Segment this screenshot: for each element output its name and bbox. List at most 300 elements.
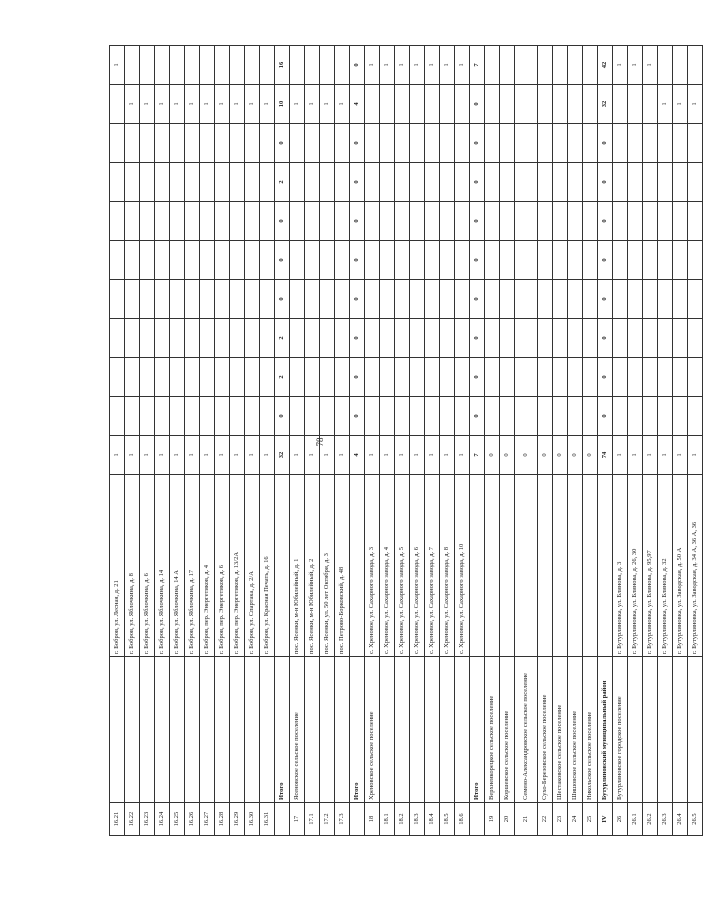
- value-cell: 1: [643, 436, 658, 475]
- value-cell: [440, 319, 455, 358]
- value-cell: [110, 202, 125, 241]
- table-row: [658, 46, 673, 836]
- settlement-name-cell: Бутурлиновское городское поселение: [613, 657, 628, 803]
- value-cell: [305, 241, 320, 280]
- value-cell: 1: [125, 85, 140, 124]
- row-number-cell: 26.4: [673, 803, 688, 836]
- value-cell: [538, 397, 553, 436]
- table-row: [140, 46, 155, 836]
- value-cell: [515, 202, 538, 241]
- value-cell: [538, 358, 553, 397]
- table-row: [410, 46, 425, 836]
- settlement-name-cell: Бутурлиновский муниципальный район: [598, 657, 613, 803]
- table-row: [320, 46, 335, 836]
- settlement-name-cell: [230, 657, 245, 803]
- value-cell: [425, 358, 440, 397]
- value-cell: [125, 124, 140, 163]
- table-row: [515, 46, 538, 836]
- value-cell: [185, 202, 200, 241]
- value-cell: [305, 319, 320, 358]
- value-cell: [425, 241, 440, 280]
- value-cell: [155, 241, 170, 280]
- value-cell: 1: [290, 436, 305, 475]
- value-cell: [305, 358, 320, 397]
- value-cell: 1: [155, 436, 170, 475]
- value-cell: [425, 280, 440, 319]
- value-cell: 1: [365, 436, 380, 475]
- value-cell: [500, 124, 515, 163]
- table-row: [628, 46, 643, 836]
- value-cell: [335, 124, 350, 163]
- value-cell: [245, 46, 260, 85]
- value-cell: [110, 241, 125, 280]
- value-cell: [440, 85, 455, 124]
- value-cell: 0: [598, 358, 613, 397]
- value-cell: [395, 241, 410, 280]
- value-cell: [688, 280, 703, 319]
- value-cell: [395, 163, 410, 202]
- row-number-cell: 16.24: [155, 803, 170, 836]
- value-cell: [613, 124, 628, 163]
- value-cell: [155, 397, 170, 436]
- value-cell: 1: [688, 436, 703, 475]
- address-cell: г. Бобров, ул. Спартака, д. 2/А: [245, 475, 260, 657]
- address-cell: с. Хреновое, ул. Сахарного завода, д. 3: [365, 475, 380, 657]
- value-cell: [568, 202, 583, 241]
- address-cell: г. Бобров, пер. Энергетиков, д. 6: [215, 475, 230, 657]
- value-cell: [628, 124, 643, 163]
- row-number-cell: 22: [538, 803, 553, 836]
- settlement-name-cell: [140, 657, 155, 803]
- value-cell: 1: [305, 85, 320, 124]
- value-cell: [485, 85, 500, 124]
- address-cell: г. Бобров, ул. Красная Печать, д. 16: [260, 475, 275, 657]
- value-cell: [185, 319, 200, 358]
- value-cell: [380, 124, 395, 163]
- value-cell: [260, 124, 275, 163]
- address-cell: пос. Ясенки, м-н Юбилейный, д. 2: [305, 475, 320, 657]
- value-cell: 1: [335, 85, 350, 124]
- address-cell: с. Хреновое, ул. Сахарного завода, д. 5: [395, 475, 410, 657]
- row-number-cell: 16.22: [125, 803, 140, 836]
- value-cell: [553, 85, 568, 124]
- value-cell: [485, 358, 500, 397]
- value-cell: 0: [598, 241, 613, 280]
- value-cell: [125, 280, 140, 319]
- value-cell: 0: [470, 397, 485, 436]
- table-row: [455, 46, 470, 836]
- address-cell: [583, 475, 598, 657]
- value-cell: 7: [470, 436, 485, 475]
- settlement-name-cell: Итого: [350, 657, 365, 803]
- row-number-cell: 23: [553, 803, 568, 836]
- value-cell: [215, 46, 230, 85]
- value-cell: [658, 397, 673, 436]
- row-number-cell: 18.1: [380, 803, 395, 836]
- value-cell: [628, 202, 643, 241]
- value-cell: [125, 358, 140, 397]
- value-cell: [613, 85, 628, 124]
- value-cell: 74: [598, 436, 613, 475]
- value-cell: [440, 358, 455, 397]
- value-cell: [380, 241, 395, 280]
- row-number-cell: 16.26: [185, 803, 200, 836]
- value-cell: [673, 397, 688, 436]
- value-cell: [305, 202, 320, 241]
- value-cell: [305, 124, 320, 163]
- value-cell: 1: [365, 46, 380, 85]
- value-cell: [365, 163, 380, 202]
- value-cell: [365, 319, 380, 358]
- value-cell: [553, 163, 568, 202]
- value-cell: [500, 358, 515, 397]
- value-cell: 0: [515, 436, 538, 475]
- value-cell: [410, 241, 425, 280]
- value-cell: 1: [658, 85, 673, 124]
- row-number-cell: 18.5: [440, 803, 455, 836]
- value-cell: [200, 319, 215, 358]
- address-cell: г. Бутурлиновка, ул. Заводская, д. 50 А: [673, 475, 688, 657]
- settlement-name-cell: Никольское сельское поселение: [583, 657, 598, 803]
- value-cell: [568, 397, 583, 436]
- row-number-cell: 18.3: [410, 803, 425, 836]
- value-cell: [500, 202, 515, 241]
- value-cell: [485, 202, 500, 241]
- value-cell: [643, 280, 658, 319]
- value-cell: 1: [305, 436, 320, 475]
- value-cell: [410, 358, 425, 397]
- value-cell: 16: [275, 46, 290, 85]
- value-cell: [245, 358, 260, 397]
- value-cell: 1: [440, 436, 455, 475]
- value-cell: 1: [230, 436, 245, 475]
- value-cell: [455, 241, 470, 280]
- value-cell: [305, 280, 320, 319]
- value-cell: 1: [688, 85, 703, 124]
- value-cell: [260, 163, 275, 202]
- settlement-name-cell: [245, 657, 260, 803]
- table-row: [215, 46, 230, 836]
- value-cell: 2: [275, 163, 290, 202]
- value-cell: [365, 124, 380, 163]
- settlement-name-cell: [628, 657, 643, 803]
- row-number-cell: 16.29: [230, 803, 245, 836]
- value-cell: 1: [455, 46, 470, 85]
- value-cell: [395, 124, 410, 163]
- row-number-cell: 17: [290, 803, 305, 836]
- value-cell: [613, 280, 628, 319]
- value-cell: 1: [245, 85, 260, 124]
- value-cell: [538, 124, 553, 163]
- value-cell: [673, 163, 688, 202]
- address-cell: [275, 475, 290, 657]
- value-cell: [395, 85, 410, 124]
- value-cell: 1: [320, 436, 335, 475]
- address-cell: [470, 475, 485, 657]
- value-cell: [140, 163, 155, 202]
- settlement-name-cell: Сухо-Березовское сельское поселение: [538, 657, 553, 803]
- value-cell: [410, 397, 425, 436]
- row-number-cell: 16.31: [260, 803, 275, 836]
- value-cell: 0: [470, 358, 485, 397]
- settlement-name-cell: Шишовское сельское поселение: [568, 657, 583, 803]
- address-cell: г. Бобров, пер. Энергетиков, д. 13/2А: [230, 475, 245, 657]
- value-cell: 0: [275, 280, 290, 319]
- address-cell: [553, 475, 568, 657]
- row-number-cell: 26.5: [688, 803, 703, 836]
- value-cell: [170, 397, 185, 436]
- value-cell: [485, 46, 500, 85]
- value-cell: [553, 397, 568, 436]
- value-cell: [215, 163, 230, 202]
- value-cell: 0: [275, 241, 290, 280]
- value-cell: 0: [598, 319, 613, 358]
- value-cell: [320, 202, 335, 241]
- settlement-name-cell: [658, 657, 673, 803]
- value-cell: 0: [350, 280, 365, 319]
- value-cell: [538, 241, 553, 280]
- value-cell: [290, 241, 305, 280]
- value-cell: [245, 397, 260, 436]
- value-cell: [673, 358, 688, 397]
- value-cell: [215, 124, 230, 163]
- value-cell: 1: [380, 436, 395, 475]
- value-cell: [673, 202, 688, 241]
- row-number-cell: 24: [568, 803, 583, 836]
- value-cell: 1: [110, 436, 125, 475]
- table-row: [125, 46, 140, 836]
- value-cell: [230, 202, 245, 241]
- value-cell: [170, 202, 185, 241]
- row-number-cell: 16.27: [200, 803, 215, 836]
- value-cell: [320, 241, 335, 280]
- value-cell: [553, 46, 568, 85]
- value-cell: [440, 163, 455, 202]
- value-cell: [583, 202, 598, 241]
- value-cell: [245, 241, 260, 280]
- value-cell: [335, 46, 350, 85]
- value-cell: [658, 124, 673, 163]
- value-cell: [500, 280, 515, 319]
- value-cell: [455, 358, 470, 397]
- value-cell: [688, 202, 703, 241]
- value-cell: [440, 241, 455, 280]
- address-cell: г. Бобров, ул. Лесная, д. 21: [110, 475, 125, 657]
- value-cell: [395, 280, 410, 319]
- settlement-name-cell: [455, 657, 470, 803]
- value-cell: 0: [350, 46, 365, 85]
- value-cell: [485, 319, 500, 358]
- value-cell: 0: [350, 241, 365, 280]
- value-cell: [170, 358, 185, 397]
- value-cell: [613, 202, 628, 241]
- value-cell: 0: [598, 163, 613, 202]
- table-row: [568, 46, 583, 836]
- settlement-name-cell: [170, 657, 185, 803]
- table-row: [170, 46, 185, 836]
- value-cell: [200, 280, 215, 319]
- value-cell: [500, 163, 515, 202]
- settlement-name-cell: [305, 657, 320, 803]
- value-cell: [380, 202, 395, 241]
- value-cell: [425, 124, 440, 163]
- value-cell: [628, 163, 643, 202]
- value-cell: [455, 397, 470, 436]
- value-cell: [515, 319, 538, 358]
- value-cell: [410, 163, 425, 202]
- value-cell: 1: [425, 46, 440, 85]
- value-cell: [230, 241, 245, 280]
- rotated-table-sheet: [109, 45, 698, 836]
- value-cell: [365, 397, 380, 436]
- value-cell: [628, 241, 643, 280]
- value-cell: 0: [350, 163, 365, 202]
- value-cell: 1: [260, 85, 275, 124]
- value-cell: [335, 280, 350, 319]
- address-cell: г. Бобров, ул. Яблочкина, 14 А: [170, 475, 185, 657]
- table-row: [613, 46, 628, 836]
- address-cell: пос. Петрово-Борковский, д. 48: [335, 475, 350, 657]
- value-cell: [658, 46, 673, 85]
- value-cell: [485, 280, 500, 319]
- value-cell: 1: [395, 436, 410, 475]
- value-cell: [455, 280, 470, 319]
- address-cell: с. Хреновое, ул. Сахарного завода, д. 8: [440, 475, 455, 657]
- value-cell: 1: [380, 46, 395, 85]
- table-row: [583, 46, 598, 836]
- address-cell: г. Бобров, ул. Яблочкина, д. 8: [125, 475, 140, 657]
- value-cell: 0: [470, 241, 485, 280]
- value-cell: [200, 397, 215, 436]
- value-cell: [395, 202, 410, 241]
- value-cell: [320, 319, 335, 358]
- row-number-cell: 26.1: [628, 803, 643, 836]
- value-cell: [425, 397, 440, 436]
- value-cell: [230, 358, 245, 397]
- value-cell: [125, 241, 140, 280]
- value-cell: [440, 397, 455, 436]
- value-cell: 0: [275, 397, 290, 436]
- row-number-cell: 18.2: [395, 803, 410, 836]
- value-cell: [583, 85, 598, 124]
- settlement-name-cell: [335, 657, 350, 803]
- settlement-name-cell: [215, 657, 230, 803]
- value-cell: [380, 319, 395, 358]
- value-cell: [200, 241, 215, 280]
- value-cell: [628, 319, 643, 358]
- value-cell: [365, 280, 380, 319]
- value-cell: 0: [553, 436, 568, 475]
- value-cell: [260, 202, 275, 241]
- value-cell: [125, 319, 140, 358]
- row-number-cell: 18.6: [455, 803, 470, 836]
- value-cell: [185, 280, 200, 319]
- value-cell: [455, 85, 470, 124]
- settlement-name-cell: [380, 657, 395, 803]
- row-number-cell: 25: [583, 803, 598, 836]
- table-row: [380, 46, 395, 836]
- value-cell: [395, 397, 410, 436]
- row-number-cell: [350, 803, 365, 836]
- value-cell: 0: [500, 436, 515, 475]
- value-cell: 1: [425, 436, 440, 475]
- value-cell: [140, 124, 155, 163]
- settlement-name-cell: Хреновское сельское поселение: [365, 657, 380, 803]
- value-cell: [658, 280, 673, 319]
- value-cell: [425, 202, 440, 241]
- settlement-name-cell: [688, 657, 703, 803]
- value-cell: [215, 358, 230, 397]
- row-number-cell: 16.21: [110, 803, 125, 836]
- value-cell: [395, 319, 410, 358]
- value-cell: [410, 124, 425, 163]
- value-cell: [200, 124, 215, 163]
- value-cell: [583, 163, 598, 202]
- row-number-cell: 16.30: [245, 803, 260, 836]
- address-cell: г. Бутурлиновка, ул. Заводская, д. 34 А, 36 А, 36: [688, 475, 703, 657]
- value-cell: [583, 241, 598, 280]
- value-cell: [365, 202, 380, 241]
- settlement-name-cell: Итого: [470, 657, 485, 803]
- settlement-name-cell: [395, 657, 410, 803]
- value-cell: 1: [673, 436, 688, 475]
- value-cell: [260, 46, 275, 85]
- value-cell: [583, 319, 598, 358]
- address-cell: пос. Ясенки, ул. 50 лет Октября, д. 3: [320, 475, 335, 657]
- value-cell: [245, 280, 260, 319]
- value-cell: [553, 280, 568, 319]
- value-cell: [658, 319, 673, 358]
- value-cell: [170, 46, 185, 85]
- value-cell: [245, 319, 260, 358]
- value-cell: 1: [200, 436, 215, 475]
- value-cell: [230, 46, 245, 85]
- value-cell: [688, 358, 703, 397]
- value-cell: 4: [350, 436, 365, 475]
- settlement-name-cell: Коршевское сельское поселение: [500, 657, 515, 803]
- value-cell: [110, 397, 125, 436]
- value-cell: [200, 358, 215, 397]
- row-number-cell: 18: [365, 803, 380, 836]
- value-cell: [485, 163, 500, 202]
- value-cell: 0: [275, 202, 290, 241]
- row-number-cell: [470, 803, 485, 836]
- value-cell: 1: [140, 85, 155, 124]
- value-cell: [538, 319, 553, 358]
- value-cell: [568, 46, 583, 85]
- value-cell: [643, 85, 658, 124]
- settlement-name-cell: Итого: [275, 657, 290, 803]
- settlement-name-cell: [440, 657, 455, 803]
- value-cell: 32: [598, 85, 613, 124]
- value-cell: [125, 397, 140, 436]
- value-cell: 0: [350, 124, 365, 163]
- value-cell: [568, 280, 583, 319]
- value-cell: [410, 85, 425, 124]
- value-cell: [380, 358, 395, 397]
- table-row: [440, 46, 455, 836]
- value-cell: 1: [290, 85, 305, 124]
- value-cell: [215, 280, 230, 319]
- row-number-cell: 26.2: [643, 803, 658, 836]
- value-cell: 1: [335, 436, 350, 475]
- value-cell: [658, 202, 673, 241]
- value-cell: 1: [613, 436, 628, 475]
- value-cell: [628, 397, 643, 436]
- row-number-cell: 16.25: [170, 803, 185, 836]
- table-row: [275, 46, 290, 836]
- value-cell: [335, 241, 350, 280]
